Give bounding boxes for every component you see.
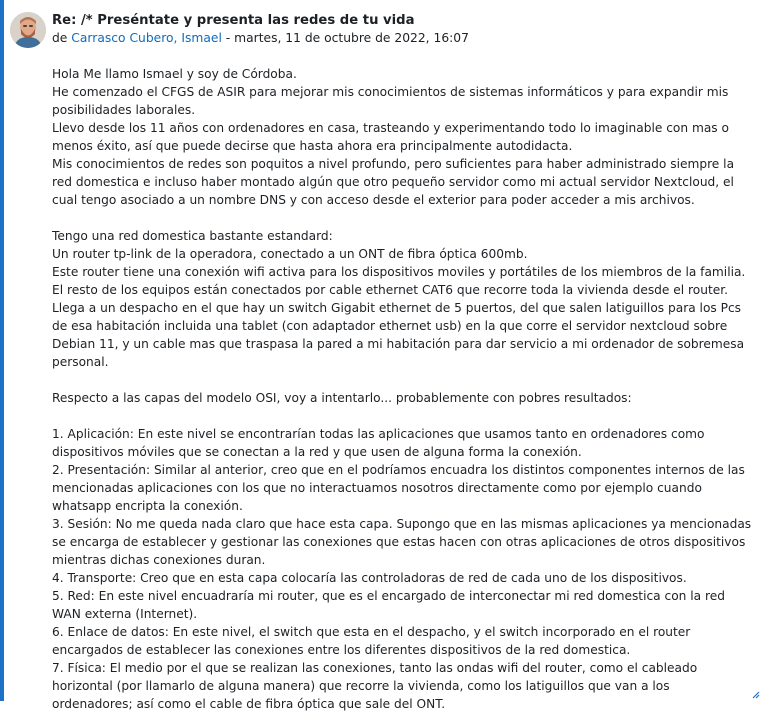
post-body bbox=[52, 65, 754, 713]
post-accent-bar bbox=[0, 0, 4, 701]
post-byline bbox=[52, 31, 469, 45]
intro-line: Hola Me llamo Ismael y soy de Córdoba. bbox=[52, 67, 297, 81]
osi-layer-item: 3. Sesión: No me queda nada claro que hace esta capa. Supongo que en las mismas aplicaciones ya mencionadas se encarga de establecer y gestionar las conexiones que estas hacen con otras aplicaciones de otros dispositivos mientras dichas conexiones duran. bbox=[52, 517, 752, 567]
osi-layer-item: 1. Aplicación: En este nivel se encontrarían todas las aplicaciones que usamos tanto en ordenadores como dispositivos móviles que se conectan a la red y que usen de alguna forma la conexión. bbox=[52, 427, 705, 459]
network-line: Un router tp-link de la operadora, conectado a un ONT de fibra óptica 600mb. bbox=[52, 247, 528, 261]
post-date: martes, 11 de octubre de 2022, 16:07 bbox=[234, 31, 469, 45]
intro-line: Mis conocimientos de redes son poquitos a nivel profundo, pero suficientes para haber administrado siempre la red domestica e incluso haber montado algún que otro pequeño servidor como mi actual servidor Nextcloud, el cual tengo asociado a un nombre DNS y con acceso desde el exterior para poder acceder a mis archivos. bbox=[52, 157, 735, 207]
byline-prefix: de bbox=[52, 31, 68, 45]
osi-layer-item: 6. Enlace de datos: En este nivel, el switch que esta en el despacho, y el switch incorporado en el router encargados de establecer las conexiones entre los diferentes dispositivos de la red domestica. bbox=[52, 625, 691, 657]
post-header bbox=[10, 12, 750, 52]
network-line: Este router tiene una conexión wifi activa para los dispositivos moviles y portátiles de los miembros de la familia. bbox=[52, 265, 746, 279]
osi-layer-item: 4. Transporte: Creo que en esta capa colocaría las controladoras de red de cada uno de los dispositivos. bbox=[52, 571, 687, 585]
post-subject: Re: /* Preséntate y presenta las redes de tu vida bbox=[52, 13, 415, 28]
osi-intro: Respecto a las capas del modelo OSI, voy a intentarlo... probablemente con pobres resultados: bbox=[52, 391, 632, 405]
osi-layer-item: 7. Física: El medio por el que se realizan las conexiones, tanto las ondas wifi del router, como el cableado horizontal (por llamarlo de alguna manera) que recorre la vivienda, como los latiguillos que van a los ordenadores; así como el cable de fibra óptica que sale del ONT. bbox=[52, 661, 698, 711]
author-link[interactable]: Carrasco Cubero, Ismael bbox=[71, 31, 222, 45]
avatar[interactable] bbox=[10, 12, 46, 48]
intro-line: Llevo desde los 11 años con ordenadores en casa, trasteando y experimentando todo lo imaginable con mas o menos éxito, así que puede decirse que hasta ahora era principalmente autodidacta. bbox=[52, 121, 729, 153]
resize-handle-icon[interactable] bbox=[752, 691, 760, 699]
osi-layer-item: 5. Red: En este nivel encuadraría mi router, que es el encargado de interconectar mi red domestica con la red WAN externa (Internet). bbox=[52, 589, 725, 621]
osi-layer-item: 2. Presentación: Similar al anterior, creo que en el podríamos encuadra los distintos componentes internos de las mencionadas aplicaciones con los que no interactuamos nosotros directamente como por ejemplo cuando whatsapp encripta la conexión. bbox=[52, 463, 745, 513]
intro-line: He comenzado el CFGS de ASIR para mejorar mis conocimientos de sistemas informáticos y para expandir mis posibilidades laborales. bbox=[52, 85, 729, 117]
avatar-image bbox=[10, 12, 46, 48]
byline-separator: - bbox=[221, 31, 235, 45]
network-line: Tengo una red domestica bastante estandard: bbox=[52, 229, 333, 243]
network-line: El resto de los equipos están conectados por cable ethernet CAT6 que recorre toda la vivienda desde el router. Llega a un despacho en el que hay un switch Gigabit ethernet de 5 puertos, del que salen latiguillos para los Pcs de esa habitación incluida una tablet (con adaptador ethernet usb) en la que corre el servidor nextcloud sobre Debian 11, y un cable mas que traspasa la pared a mi habitación para dar servicio a mi ordenador de sobremesa personal. bbox=[52, 283, 745, 369]
